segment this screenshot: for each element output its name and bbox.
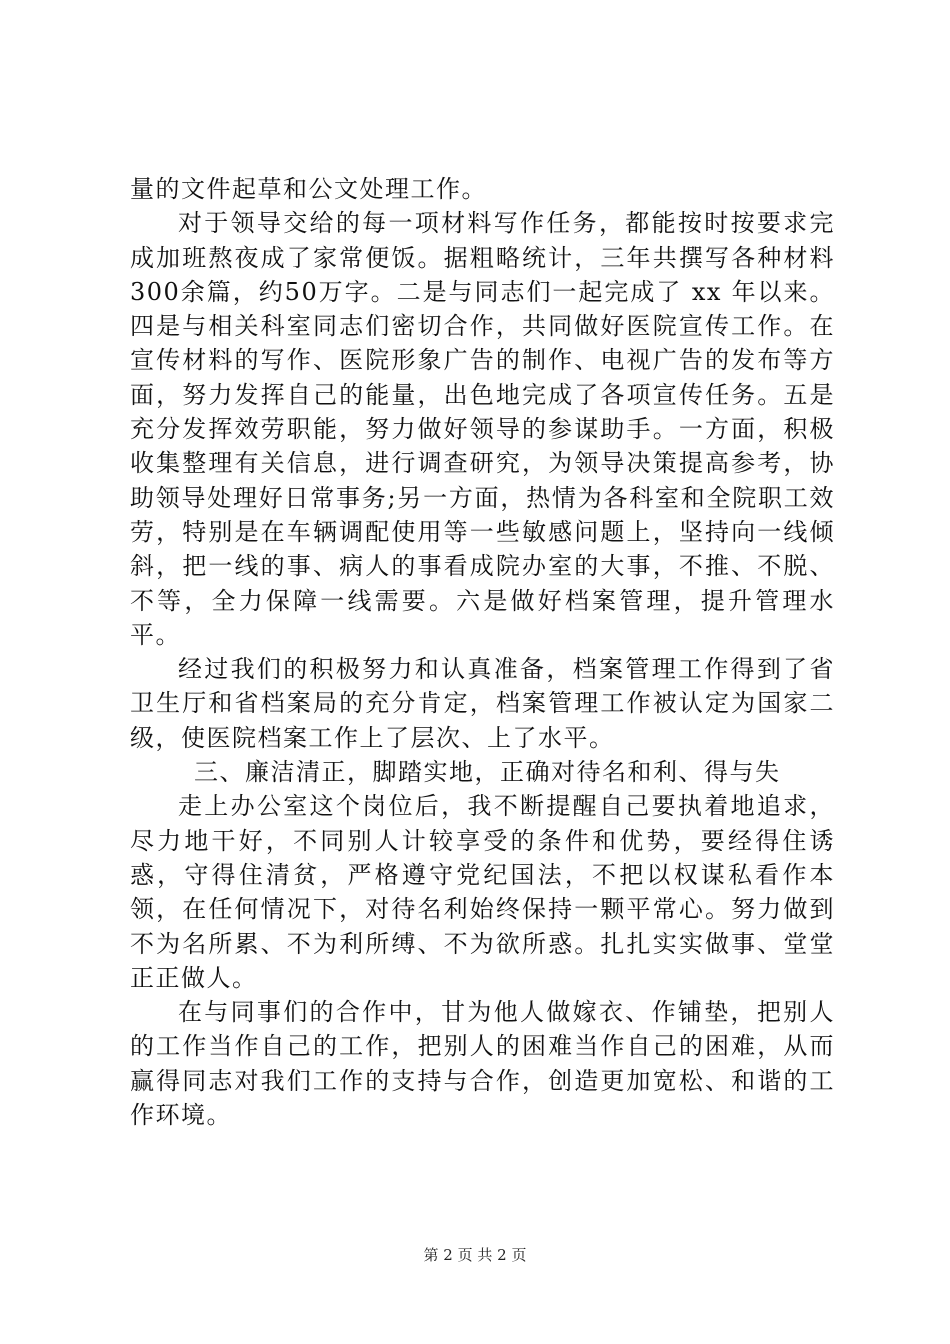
section-heading-integrity: 三、廉洁清正，脚踏实地，正确对待名和利、得与失: [194, 758, 781, 787]
paragraph-continuation: 量的文件起草和公文处理工作。: [130, 175, 487, 203]
page-number-label: 第 2 页 共 2 页: [423, 1246, 527, 1264]
paragraph-writing-tasks: 对于领导交给的每一项材料写作任务，都能按时按要求完成加班熬夜成了家常便饭。据粗略统计，三年共撰写各种材料300余篇，约50万字。二是与同志们一起完成了 xx 年以来。四是与相关科室同志们密切合作，共同做好医院宣传工作。在宣传材料的写作、医院形象广告的制作、电视广告的发布等方面，努力发挥自己的能量，出色地完成了各项宣传任务。五是充分发挥效劳职能，努力做好领导的参谋助手。一方面，积极收集整理有关信息，进行调查研究，为领导决策提高参考，协助领导处理好日常事务;另一方面，热情为各科室和全院职工效劳，特别是在车辆调配使用等一些敏感问题上，坚持向一线倾斜，把一线的事、病人的事看成院办室的大事，不推、不脱、不等，全力保障一线需要。六是做好档案管理，提升管理水平。: [130, 209, 835, 649]
page-footer: [0, 1244, 950, 1265]
paragraph-cooperation: 在与同事们的合作中，甘为他人做嫁衣、作铺垫，把别人的工作当作自己的工作，把别人的困难当作自己的困难，从而赢得同志对我们工作的支持与合作，创造更加宽松、和谐的工作环境。: [130, 998, 835, 1130]
paragraph-archive-management: 经过我们的积极努力和认真准备，档案管理工作得到了省卫生厅和省档案局的充分肯定，档案管理工作被认定为国家二级，使医院档案工作上了层次、上了水平。: [130, 655, 835, 752]
paragraph-office-post: 走上办公室这个岗位后，我不断提醒自己要执着地追求，尽力地干好，不同别人计较享受的条件和优势，要经得住诱惑，守得住清贫，严格遵守党纪国法，不把以权谋私看作本领，在任何情况下，对待名利始终保持一颗平常心。努力做到不为名所累、不为利所缚、不为欲所惑。扎扎实实做事、堂堂正正做人。: [130, 792, 835, 992]
document-body: [130, 172, 835, 1132]
